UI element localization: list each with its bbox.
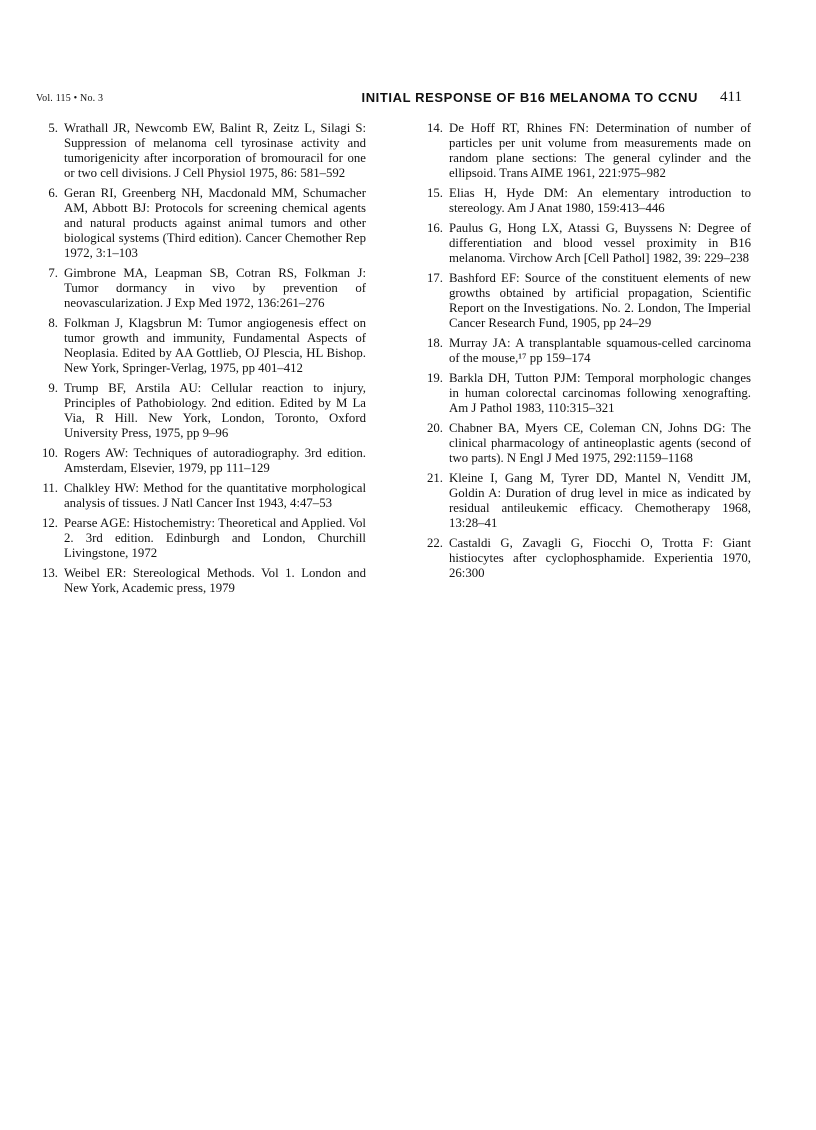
- reference-text: Chalkley HW: Method for the quantitative morphological analysis of tissues. J Natl Cancer Inst 1943, 4:47–53: [64, 481, 366, 510]
- reference-number: 11.: [42, 481, 58, 495]
- reference-item: [36, 516, 366, 561]
- page-number: 411: [720, 89, 742, 105]
- reference-item: [36, 381, 366, 441]
- reference-text: Weibel ER: Stereological Methods. Vol 1. London and New York, Academic press, 1979: [64, 566, 366, 595]
- reference-item: [421, 186, 751, 216]
- volume-issue: Vol. 115 • No. 3: [36, 93, 104, 104]
- reference-number: 16.: [427, 221, 443, 235]
- reference-text: Geran RI, Greenberg NH, Macdonald MM, Schumacher AM, Abbott BJ: Protocols for screening chemical agents and natural products against animal tumors and other biological systems (Third edition). Cancer Chemother Rep 1972, 3:1–103: [64, 186, 366, 260]
- reference-item: [36, 266, 366, 311]
- reference-text: Barkla DH, Tutton PJM: Temporal morphologic changes in human colorectal carcinomas following xenografting. Am J Pathol 1983, 110:315–321: [449, 371, 751, 415]
- reference-number: 7.: [48, 266, 58, 280]
- page-header: [36, 90, 742, 110]
- reference-number: 10.: [42, 446, 58, 460]
- references-right-column: [421, 121, 751, 586]
- reference-number: 21.: [427, 471, 443, 485]
- reference-number: 18.: [427, 336, 443, 350]
- reference-text: Gimbrone MA, Leapman SB, Cotran RS, Folkman J: Tumor dormancy in vivo by prevention of neovascularization. J Exp Med 1972, 136:261–276: [64, 266, 366, 310]
- reference-number: 22.: [427, 536, 443, 550]
- reference-item: [36, 446, 366, 476]
- reference-number: 6.: [48, 186, 58, 200]
- reference-number: 12.: [42, 516, 58, 530]
- reference-item: [421, 421, 751, 466]
- reference-number: 20.: [427, 421, 443, 435]
- reference-number: 13.: [42, 566, 58, 580]
- reference-item: [421, 471, 751, 531]
- reference-text: De Hoff RT, Rhines FN: Determination of number of particles per unit volume from measurements made on random plane sections: The general cylinder and the ellipsoid. Trans AIME 1961, 221:975–982: [449, 121, 751, 180]
- reference-text: Trump BF, Arstila AU: Cellular reaction to injury, Principles of Pathobiology. 2nd edition. Edited by M La Via, R Hill. New York, London, Toronto, Oxford University Press, 1975, pp 9–96: [64, 381, 366, 440]
- reference-text: Folkman J, Klagsbrun M: Tumor angiogenesis effect on tumor growth and immunity, Fundamental Aspects of Neoplasia. Edited by AA Gottlieb, OJ Plescia, HL Bishop. New York, Springer-Verlag, 1975, pp 401–412: [64, 316, 366, 375]
- reference-item: [36, 566, 366, 596]
- reference-item: [421, 271, 751, 331]
- reference-text: Bashford EF: Source of the constituent elements of new growths obtained by artificial propagation, Scientific Report on the Investigations. No. 2. London, The Imperial Cancer Research Fund, 1905, pp 24–29: [449, 271, 751, 330]
- reference-text: Chabner BA, Myers CE, Coleman CN, Johns DG: The clinical pharmacology of antineoplastic agents (second of two parts). N Engl J Med 1975, 292:1159–1168: [449, 421, 751, 465]
- reference-item: [36, 186, 366, 261]
- reference-text: Elias H, Hyde DM: An elementary introduction to stereology. Am J Anat 1980, 159:413–446: [449, 186, 751, 215]
- references-left-column: [36, 121, 366, 601]
- reference-number: 8.: [48, 316, 58, 330]
- reference-item: [421, 336, 751, 366]
- running-title: INITIAL RESPONSE OF B16 MELANOMA TO CCNU: [361, 90, 698, 105]
- reference-text: Wrathall JR, Newcomb EW, Balint R, Zeitz L, Silagi S: Suppression of melanoma cell tyrosinase activity and tumorigenicity after incorporation of bromouracil for one or two cell divisions. J Cell Physiol 1975, 86: 581–592: [64, 121, 366, 180]
- reference-item: [421, 371, 751, 416]
- reference-item: [36, 121, 366, 181]
- reference-number: 17.: [427, 271, 443, 285]
- reference-number: 14.: [427, 121, 443, 135]
- reference-item: [36, 481, 366, 511]
- reference-number: 15.: [427, 186, 443, 200]
- reference-item: [421, 536, 751, 581]
- reference-item: [421, 121, 751, 181]
- reference-number: 5.: [48, 121, 58, 135]
- reference-number: 19.: [427, 371, 443, 385]
- reference-text: Kleine I, Gang M, Tyrer DD, Mantel N, Venditt JM, Goldin A: Duration of drug level in mice as indicated by residual antileukemic efficacy. Chemotherapy 1968, 13:28–41: [449, 471, 751, 530]
- reference-number: 9.: [48, 381, 58, 395]
- reference-text: Murray JA: A transplantable squamous-celled carcinoma of the mouse,¹⁷ pp 159–174: [449, 336, 751, 365]
- reference-text: Pearse AGE: Histochemistry: Theoretical and Applied. Vol 2. 3rd edition. Edinburgh and London, Churchill Livingstone, 1972: [64, 516, 366, 560]
- reference-text: Castaldi G, Zavagli G, Fiocchi O, Trotta F: Giant histiocytes after cyclophosphamide. Experientia 1970, 26:300: [449, 536, 751, 580]
- reference-item: [36, 316, 366, 376]
- reference-text: Rogers AW: Techniques of autoradiography. 3rd edition. Amsterdam, Elsevier, 1979, pp 111–129: [64, 446, 366, 475]
- reference-item: [421, 221, 751, 266]
- reference-text: Paulus G, Hong LX, Atassi G, Buyssens N: Degree of differentiation and blood vessel proximity in B16 melanoma. Virchow Arch [Cell Pathol] 1982, 39: 229–238: [449, 221, 751, 265]
